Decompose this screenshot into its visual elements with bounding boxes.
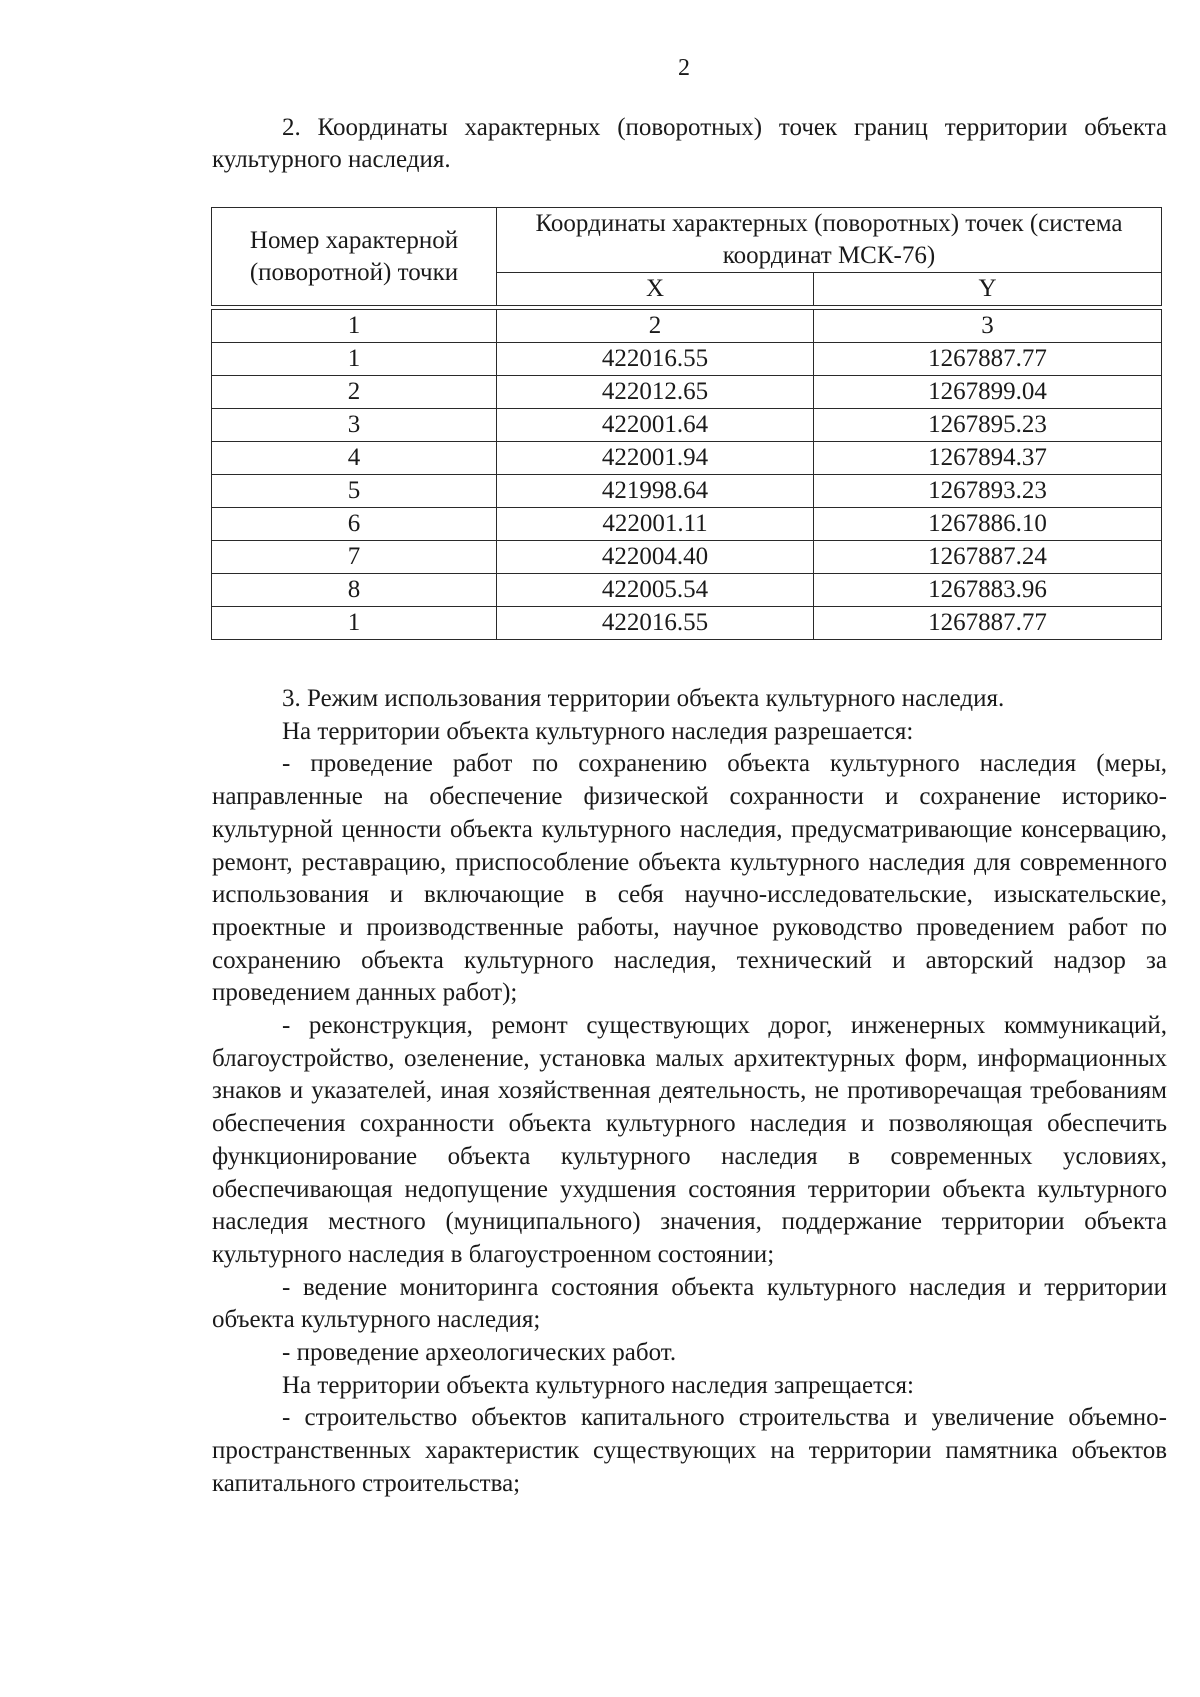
y-coordinate-cell: 1267883.96 [814,574,1162,607]
table-row [212,409,1162,442]
x-coordinate-cell: 422005.54 [497,574,814,607]
table-row [212,508,1162,541]
coordinates-table [211,207,1162,640]
y-header: Y [814,273,1162,306]
section-3 [212,683,1167,1501]
point-number-header: Номер характерной (поворотной) точки [212,208,497,306]
section-3-heading: 3. Режим использования территории объекта культурного наследия. [282,685,1005,712]
section-2 [212,112,1167,176]
table-row [212,376,1162,409]
section-2-heading: 2. Координаты характерных (поворотных) точек границ территории объекта культурного наследия. [212,114,1167,173]
allowed-intro: На территории объекта культурного наследия разрешается: [282,717,914,745]
table-row [212,343,1162,376]
table-row [212,442,1162,475]
x-coordinate-cell: 422012.65 [497,376,814,409]
allowed-item: - проведение археологических работ. [282,1339,677,1367]
y-coordinate-cell: 1267887.24 [814,541,1162,574]
point-number-cell: 5 [212,475,497,508]
forbidden-item: - строительство объектов капитального строительства и увеличение объемно-пространственных характеристик существующих на территории памятника объектов капитального строительства; [212,1404,1167,1497]
x-header: X [497,273,814,306]
point-number-cell: 8 [212,574,497,607]
x-coordinate-cell: 421998.64 [497,475,814,508]
allowed-item: - проведение работ по сохранению объекта культурного наследия (меры, направленные на обеспечение физической сохранности и сохранение историко-культурной ценности объекта культурного наследия, предусматривающие консервацию, ремонт, реставрацию, приспособление объекта культурного наследия для современного использования и включающие в себя научно-исследовательские, изыскательские, проектные и производственные работы, научное руководство проведением работ по сохранению объекта культурного наследия, технический и авторский надзор за проведением данных работ); [212,750,1167,1007]
column-number: 2 [497,310,814,343]
page-number: 2 [678,55,690,81]
y-coordinate-cell: 1267899.04 [814,376,1162,409]
y-coordinate-cell: 1267887.77 [814,343,1162,376]
y-coordinate-cell: 1267886.10 [814,508,1162,541]
point-number-cell: 1 [212,343,497,376]
column-number: 3 [814,310,1162,343]
point-number-cell: 7 [212,541,497,574]
column-number: 1 [212,310,497,343]
table-row [212,541,1162,574]
column-numbering-row [212,310,1162,343]
x-coordinate-cell: 422004.40 [497,541,814,574]
allowed-item: - реконструкция, ремонт существующих дорог, инженерных коммуникаций, благоустройство, озеленение, установка малых архитектурных форм, информационных знаков и указателей, иная хозяйственная деятельность, не противоречащая требованиям обеспечения сохранности объекта культурного наследия и позволяющая обеспечить функционирование объекта культурного наследия в современных условиях, обеспечивающая недопущение ухудшения состояния территории объекта культурного наследия местного (муниципального) значения, поддержание территории объекта культурного наследия в благоустроенном состоянии; [212,1012,1167,1268]
table-header-row [212,208,1162,273]
x-coordinate-cell: 422001.94 [497,442,814,475]
y-coordinate-cell: 1267894.37 [814,442,1162,475]
y-coordinate-cell: 1267893.23 [814,475,1162,508]
x-coordinate-cell: 422001.11 [497,508,814,541]
point-number-cell: 6 [212,508,497,541]
point-number-cell: 3 [212,409,497,442]
point-number-cell: 2 [212,376,497,409]
y-coordinate-cell: 1267895.23 [814,409,1162,442]
point-number-cell: 4 [212,442,497,475]
forbidden-intro: На территории объекта культурного наследия запрещается: [282,1371,914,1399]
x-coordinate-cell: 422016.55 [497,607,814,640]
table-row [212,607,1162,640]
table-row [212,574,1162,607]
point-number-cell: 1 [212,607,497,640]
y-coordinate-cell: 1267887.77 [814,607,1162,640]
x-coordinate-cell: 422001.64 [497,409,814,442]
table-row [212,475,1162,508]
x-coordinate-cell: 422016.55 [497,343,814,376]
coordinates-group-header: Координаты характерных (поворотных) точек (система координат МСК-76) [497,208,1162,273]
allowed-item: - ведение мониторинга состояния объекта культурного наследия и территории объекта культурного наследия; [212,1273,1167,1334]
